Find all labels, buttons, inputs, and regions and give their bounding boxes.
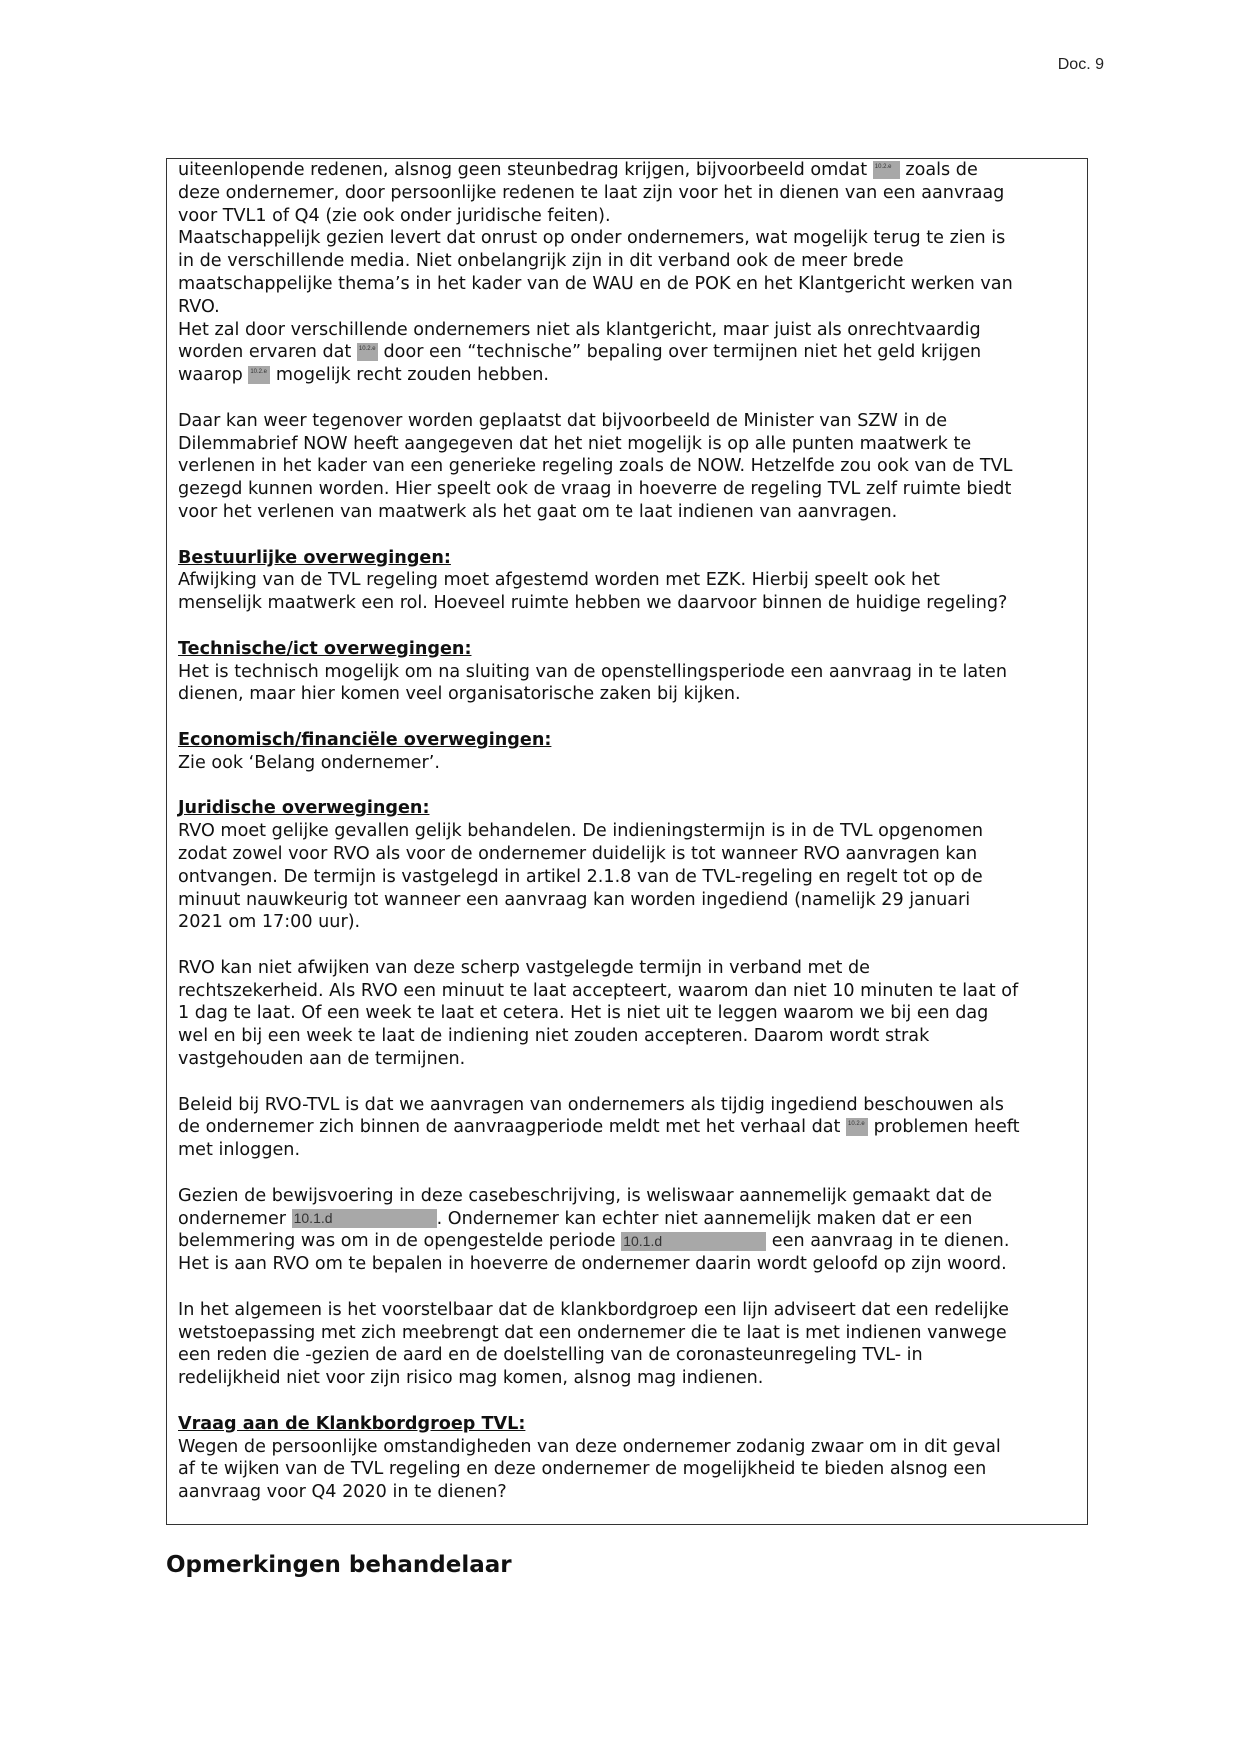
text-line: met inloggen. xyxy=(178,1140,301,1161)
text-line: rechtszekerheid. Als RVO een minuut te laat accepteert, waarom dan niet 10 minuten te laat of xyxy=(178,980,1019,1001)
text-line: verlenen in het kader van een generieke regeling zoals de NOW. Hetzelfde zou ook van de TVL xyxy=(178,456,1013,477)
section-juridisch xyxy=(178,797,1075,934)
section-bestuurlijk xyxy=(178,547,1075,615)
paragraph-bewijsvoering xyxy=(178,1185,1075,1276)
text-line: 1 dag te laat. Of een week te laat et cetera. Het is niet uit te leggen waarom we bij een dag xyxy=(178,1003,989,1024)
redaction-block: 10.2.e xyxy=(357,343,378,361)
text-line: Het zal door verschillende ondernemers niet als klantgericht, maar juist als onrechtvaardig xyxy=(178,319,981,340)
text-line: dienen, maar hier komen veel organisatorische zaken bij kijken. xyxy=(178,684,741,705)
section-title-opmerkingen: Opmerkingen behandelaar xyxy=(166,1552,512,1578)
text-line: ondernemer 10.1.d . Ondernemer kan echter niet aannemelijk maken dat er een xyxy=(178,1208,973,1229)
case-text-box xyxy=(166,158,1088,1525)
redaction-block: 10.1.d xyxy=(621,1232,766,1251)
text-line: uiteenlopende redenen, alsnog geen steunbedrag krijgen, bijvoorbeeld omdat 10.2.e zoals de xyxy=(178,160,978,180)
text-line: RVO kan niet afwijken van deze scherp vastgelegde termijn in verband met de xyxy=(178,957,870,978)
text-line: 2021 om 17:00 uur). xyxy=(178,912,361,933)
doc-label: Doc. 9 xyxy=(1057,56,1104,73)
text-line: Het is technisch mogelijk om na sluiting van de openstellingsperiode een aanvraag in te laten xyxy=(178,661,1008,682)
section-vraag xyxy=(178,1413,1075,1504)
text-line: voor het verlenen van maatwerk als het gaat om te laat indienen van aanvragen. xyxy=(178,501,898,522)
redaction-block: 10.2.e xyxy=(873,161,900,179)
text-line: in de verschillende media. Niet onbelangrijk zijn in dit verband ook de meer brede xyxy=(178,251,904,272)
text-line: RVO. xyxy=(178,296,220,317)
paragraph-beleid xyxy=(178,1094,1075,1162)
text-line: Daar kan weer tegenover worden geplaatst dat bijvoorbeeld de Minister van SZW in de xyxy=(178,410,948,431)
text-line: maatschappelijke thema’s in het kader van de WAU en de POK en het Klantgericht werken van xyxy=(178,273,1013,294)
section-heading: Bestuurlijke overwegingen: xyxy=(178,547,451,568)
text-line: RVO moet gelijke gevallen gelijk behandelen. De indieningstermijn is in de TVL opgenomen xyxy=(178,821,984,842)
text-line: Beleid bij RVO-TVL is dat we aanvragen van ondernemers als tijdig ingediend beschouwen als xyxy=(178,1094,1004,1115)
text-line: ontvangen. De termijn is vastgelegd in artikel 2.1.8 van de TVL-regeling en regelt tot op de xyxy=(178,866,983,887)
text-line: Dilemmabrief NOW heeft aangegeven dat het niet mogelijk is op alle punten maatwerk te xyxy=(178,433,972,454)
text-line: wel en bij een week te laat de indiening niet zouden accepteren. Daarom wordt strak xyxy=(178,1026,930,1047)
text-line: Maatschappelijk gezien levert dat onrust op onder ondernemers, wat mogelijk terug te zien is xyxy=(178,228,1006,249)
text-line: waarop 10.2.e mogelijk recht zouden hebben. xyxy=(178,365,550,386)
section-heading: Economisch/financiële overwegingen: xyxy=(178,729,552,750)
text-line: zodat zowel voor RVO als voor de ondernemer duidelijk is tot wanneer RVO aanvragen kan xyxy=(178,843,978,864)
text-line: de ondernemer zich binnen de aanvraagperiode meldt met het verhaal dat 10.2.e problemen heeft xyxy=(178,1117,1020,1138)
text-line: een reden die -gezien de aard en de doelstelling van de coronasteunregeling TVL- in xyxy=(178,1345,923,1366)
text-line: voor TVL1 of Q4 (zie ook onder juridische feiten). xyxy=(178,205,611,226)
section-heading: Juridische overwegingen: xyxy=(178,798,430,819)
paragraph-advies xyxy=(178,1299,1075,1390)
text-line: Zie ook ‘Belang ondernemer’. xyxy=(178,752,440,773)
text-line: menselijk maatwerk een rol. Hoeveel ruimte hebben we daarvoor binnen de huidige regeling? xyxy=(178,593,1008,614)
text-line: vastgehouden aan de termijnen. xyxy=(178,1049,466,1070)
text-line: Gezien de bewijsvoering in deze casebeschrijving, is weliswaar aannemelijk gemaakt dat de xyxy=(178,1185,993,1206)
text-line: Afwijking van de TVL regeling moet afgestemd worden met EZK. Hierbij speelt ook het xyxy=(178,570,940,591)
section-heading: Technische/ict overwegingen: xyxy=(178,638,472,659)
text-line: redelijkheid niet voor zijn risico mag komen, alsnog mag indienen. xyxy=(178,1368,764,1389)
paragraph-belang xyxy=(178,159,1075,387)
text-line: deze ondernemer, door persoonlijke redenen te laat zijn voor het in dienen van een aanvraag xyxy=(178,182,1005,203)
section-heading: Vraag aan de Klankbordgroep TVL: xyxy=(178,1413,526,1434)
text-line: belemmering was om in de opengestelde periode 10.1.d een aanvraag in te dienen. xyxy=(178,1231,1010,1252)
text-line: af te wijken van de TVL regeling en deze ondernemer de mogelijkheid te bieden alsnog een xyxy=(178,1459,987,1480)
text-line: gezegd kunnen worden. Hier speelt ook de vraag in hoeverre de regeling TVL zelf ruimte biedt xyxy=(178,479,1012,500)
redaction-block: 10.2.e xyxy=(248,366,270,384)
section-economisch xyxy=(178,729,1075,775)
text-line: Het is aan RVO om te bepalen in hoeverre de ondernemer daarin wordt geloofd op zijn woord. xyxy=(178,1254,1007,1275)
paragraph-dilemma xyxy=(178,410,1075,524)
section-technisch xyxy=(178,638,1075,706)
text-line: Wegen de persoonlijke omstandigheden van deze ondernemer zodanig zwaar om in dit geval xyxy=(178,1436,1001,1457)
redaction-block: 10.2.e xyxy=(846,1118,868,1136)
text-line: worden ervaren dat 10.2.e door een “technische” bepaling over termijnen niet het geld krijgen xyxy=(178,342,982,363)
text-line: In het algemeen is het voorstelbaar dat de klankbordgroep een lijn adviseert dat een redelijke xyxy=(178,1299,1009,1320)
text-line: minuut nauwkeurig tot wanneer een aanvraag kan worden ingediend (namelijk 29 januari xyxy=(178,889,971,910)
redaction-block: 10.1.d xyxy=(292,1209,437,1228)
text-line: aanvraag voor Q4 2020 in te dienen? xyxy=(178,1482,507,1503)
text-line: wetstoepassing met zich meebrengt dat een ondernemer die te laat is met indienen vanwege xyxy=(178,1322,1007,1343)
paragraph-rechtszekerheid xyxy=(178,957,1075,1071)
